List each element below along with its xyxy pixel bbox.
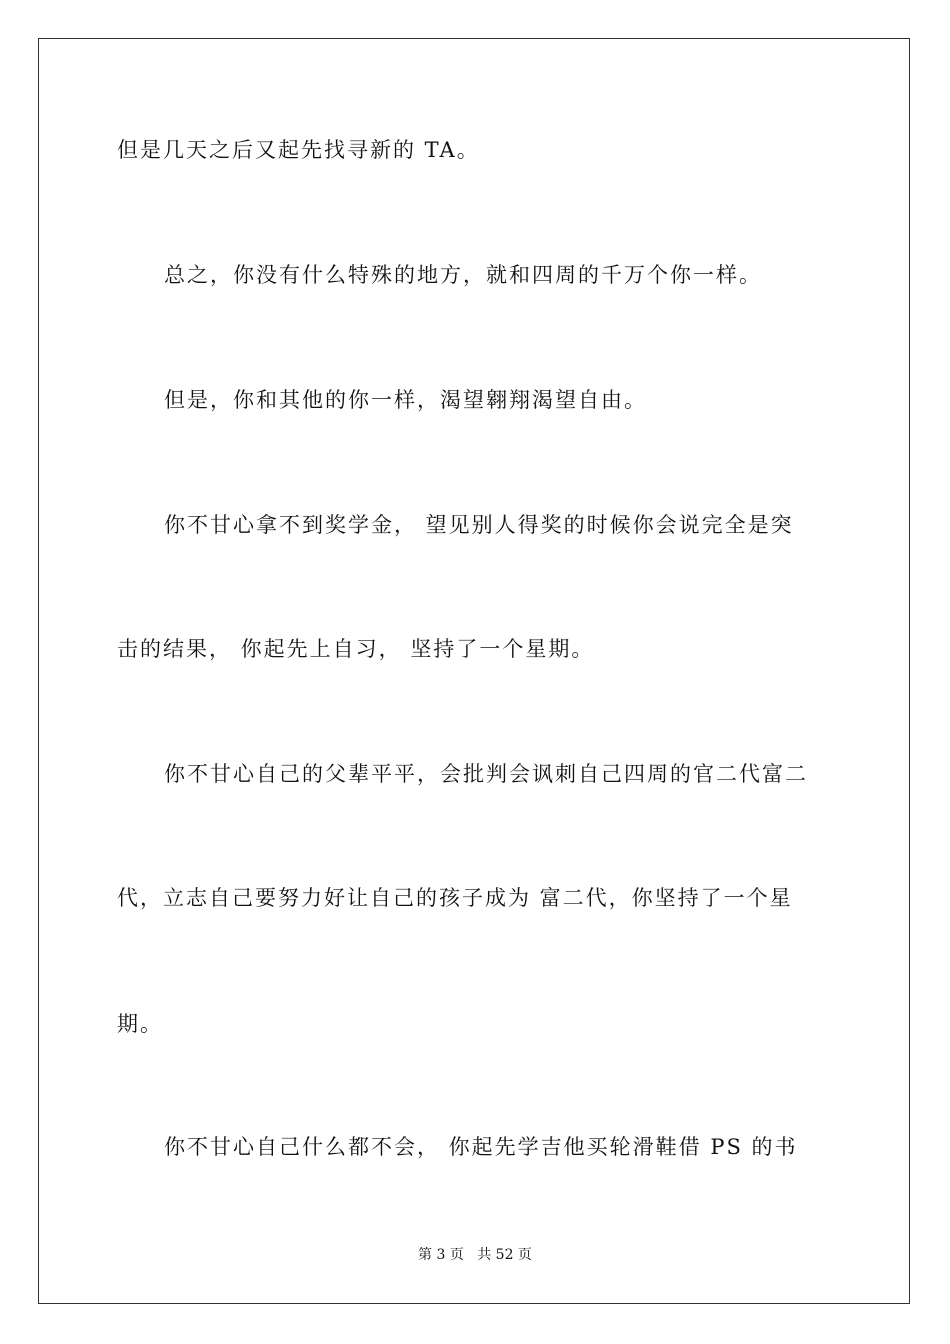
text-line: 期。 — [117, 1012, 163, 1036]
text-line: 但是几天之后又起先找寻新的 TA。 — [117, 138, 480, 162]
text-line: 总之，你没有什么特殊的地方，就和四周的千万个你一样。 — [164, 263, 762, 287]
page-border — [38, 38, 910, 1304]
page-footer — [0, 1246, 950, 1264]
text-line: 代，立志自己要努力好让自己的孩子成为 富二代，你坚持了一个星 — [117, 886, 793, 910]
page-total: 共 52 页 — [477, 1247, 532, 1263]
text-line: 你不甘心自己的父辈平平，会批判会讽刺自己四周的官二代富二 — [164, 762, 808, 786]
text-line: 但是，你和其他的你一样，渴望翱翔渴望自由。 — [164, 388, 647, 412]
text-line: 你不甘心拿不到奖学金， 望见别人得奖的时候你会说完全是突 — [164, 513, 794, 537]
page-number: 第 3 页 — [418, 1247, 464, 1263]
text-line: 你不甘心自己什么都不会， 你起先学吉他买轮滑鞋借 PS 的书 — [164, 1135, 798, 1159]
text-line: 击的结果， 你起先上自习， 坚持了一个星期。 — [117, 637, 595, 661]
